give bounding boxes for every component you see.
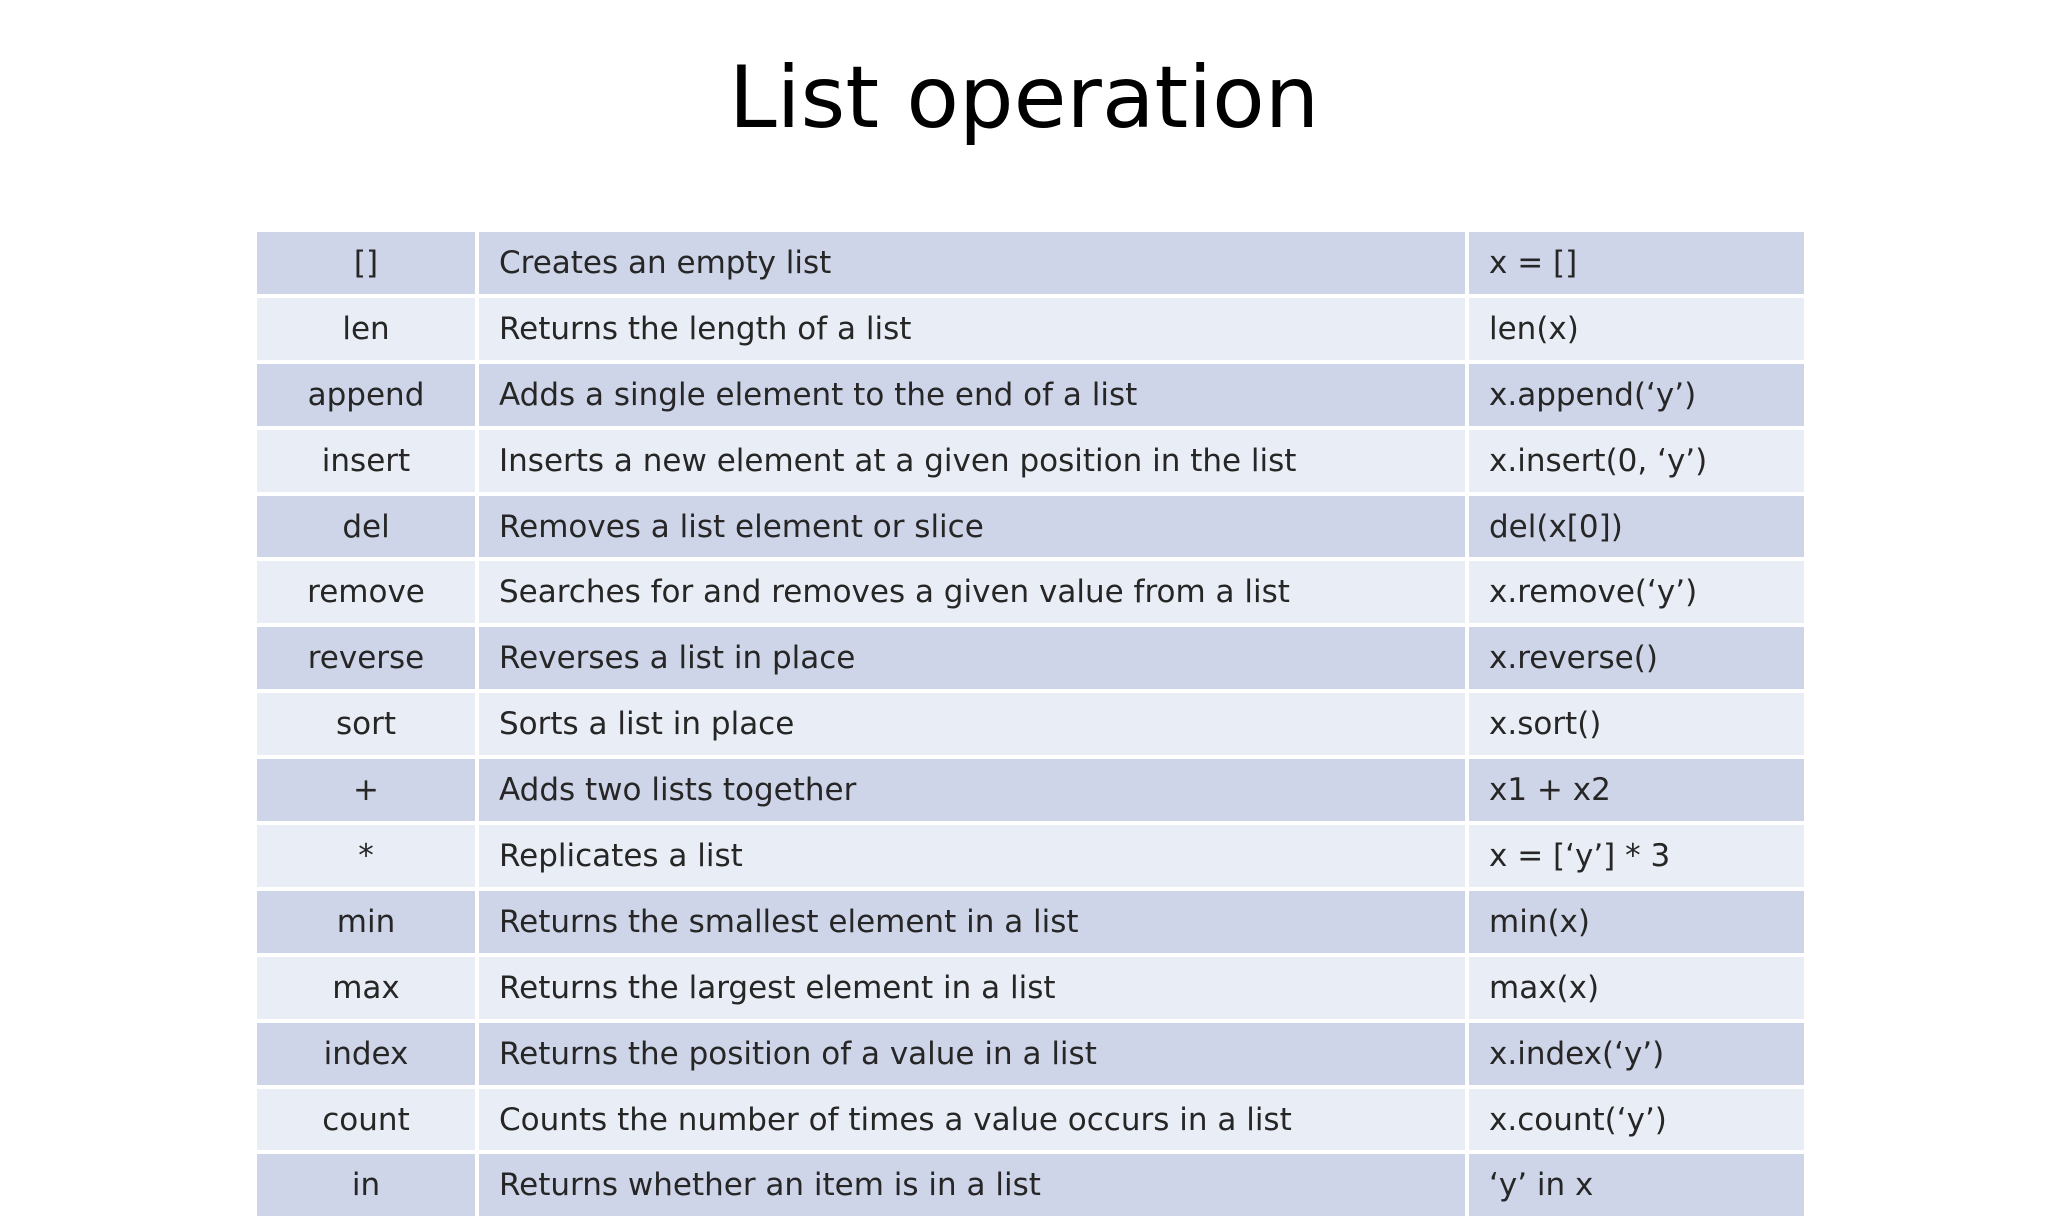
operation-cell: count <box>257 1087 477 1153</box>
example-cell: len(x) <box>1467 296 1804 362</box>
slide-title: List operation <box>728 48 1320 148</box>
example-cell: x.append(‘y’) <box>1467 362 1804 428</box>
operation-cell: min <box>257 889 477 955</box>
table-row <box>257 823 1804 889</box>
operation-cell: append <box>257 362 477 428</box>
operation-cell: len <box>257 296 477 362</box>
list-operations-table <box>257 232 1804 1220</box>
table-row <box>257 428 1804 494</box>
description-cell: Creates an empty list <box>477 232 1467 296</box>
example-cell: del(x[0]) <box>1467 494 1804 560</box>
operation-cell: max <box>257 955 477 1021</box>
description-cell: Removes a list element or slice <box>477 494 1467 560</box>
operation-cell: index <box>257 1021 477 1087</box>
example-cell: x.reverse() <box>1467 625 1804 691</box>
description-cell: Returns the smallest element in a list <box>477 889 1467 955</box>
table-row <box>257 1087 1804 1153</box>
description-cell: Returns the position of a value in a list <box>477 1021 1467 1087</box>
example-cell: x = [‘y’] * 3 <box>1467 823 1804 889</box>
table-row <box>257 296 1804 362</box>
example-cell: x.count(‘y’) <box>1467 1087 1804 1153</box>
example-cell: min(x) <box>1467 889 1804 955</box>
operation-cell: reverse <box>257 625 477 691</box>
example-cell: x.insert(0, ‘y’) <box>1467 428 1804 494</box>
example-cell: max(x) <box>1467 955 1804 1021</box>
table-row <box>257 691 1804 757</box>
operation-cell: * <box>257 823 477 889</box>
example-cell: x.remove(‘y’) <box>1467 559 1804 625</box>
description-cell: Returns the largest element in a list <box>477 955 1467 1021</box>
example-cell: x = [] <box>1467 232 1804 296</box>
operation-cell: [] <box>257 232 477 296</box>
table-row <box>257 1021 1804 1087</box>
table-row <box>257 757 1804 823</box>
example-cell: x.index(‘y’) <box>1467 1021 1804 1087</box>
description-cell: Sorts a list in place <box>477 691 1467 757</box>
operation-cell: remove <box>257 559 477 625</box>
table-body <box>257 232 1804 1218</box>
example-cell: ‘y’ in x <box>1467 1152 1804 1218</box>
operation-cell: in <box>257 1152 477 1218</box>
table-row <box>257 889 1804 955</box>
description-cell: Returns whether an item is in a list <box>477 1152 1467 1218</box>
table-row <box>257 232 1804 296</box>
table-row <box>257 625 1804 691</box>
description-cell: Adds two lists together <box>477 757 1467 823</box>
description-cell: Inserts a new element at a given position in the list <box>477 428 1467 494</box>
table-row <box>257 955 1804 1021</box>
operation-cell: sort <box>257 691 477 757</box>
description-cell: Searches for and removes a given value from a list <box>477 559 1467 625</box>
example-cell: x.sort() <box>1467 691 1804 757</box>
operation-cell: insert <box>257 428 477 494</box>
description-cell: Reverses a list in place <box>477 625 1467 691</box>
operation-cell: del <box>257 494 477 560</box>
description-cell: Adds a single element to the end of a list <box>477 362 1467 428</box>
table-row <box>257 362 1804 428</box>
description-cell: Returns the length of a list <box>477 296 1467 362</box>
example-cell: x1 + x2 <box>1467 757 1804 823</box>
table-row <box>257 559 1804 625</box>
table-row <box>257 494 1804 560</box>
table-row <box>257 1152 1804 1218</box>
description-cell: Counts the number of times a value occurs in a list <box>477 1087 1467 1153</box>
operation-cell: + <box>257 757 477 823</box>
description-cell: Replicates a list <box>477 823 1467 889</box>
